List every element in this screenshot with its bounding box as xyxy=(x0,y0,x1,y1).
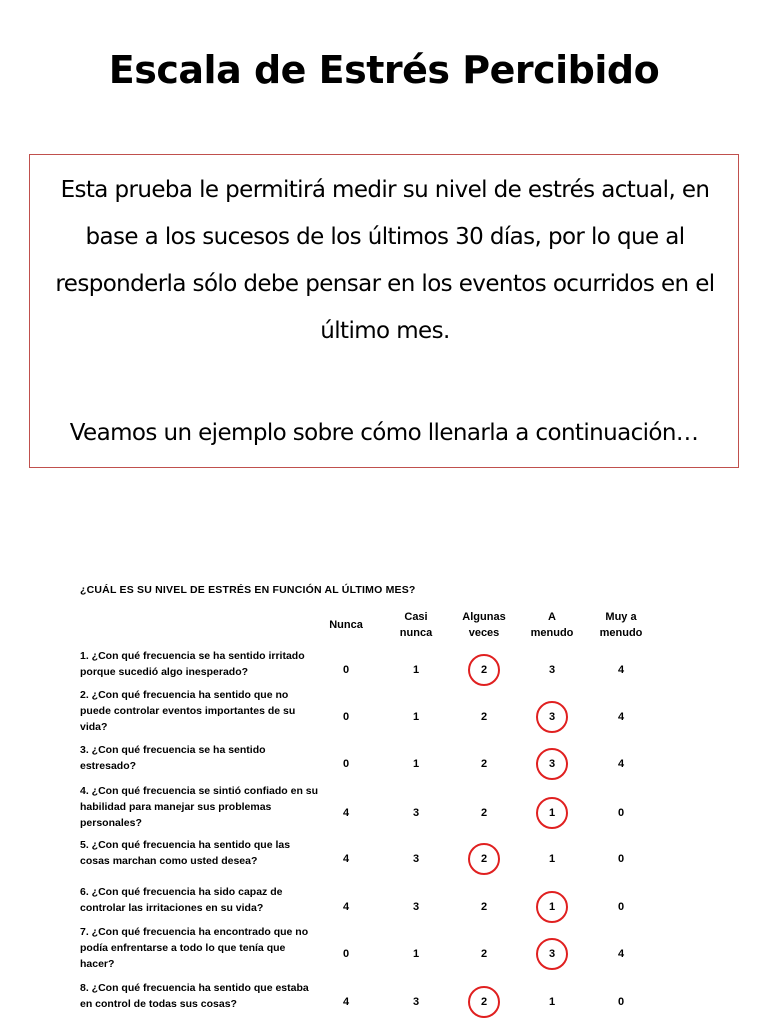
answer-option[interactable]: 4 xyxy=(342,901,350,913)
column-header-line1: Nunca xyxy=(329,619,363,631)
column-header xyxy=(517,609,587,641)
column-header-line2: nunca xyxy=(399,627,433,639)
column-header xyxy=(586,609,656,641)
answer-option[interactable]: 0 xyxy=(342,758,350,770)
answer-option[interactable]: 1 xyxy=(548,996,556,1008)
answer-option[interactable]: 1 xyxy=(548,807,556,819)
answer-option[interactable]: 1 xyxy=(548,901,556,913)
question-text: 3. ¿Con qué frecuencia se ha sentido estresado? xyxy=(80,744,266,772)
answer-option[interactable]: 2 xyxy=(480,996,488,1008)
answer-option[interactable]: 1 xyxy=(412,758,420,770)
question-text: 4. ¿Con qué frecuencia se sintió confiado en su habilidad para manejar sus problemas personales? xyxy=(80,785,319,829)
question-text: 1. ¿Con qué frecuencia se ha sentido irritado porque sucedió algo inesperado? xyxy=(80,650,305,678)
intro-example-line: Veamos un ejemplo sobre cómo llenarla a continuación… xyxy=(69,420,699,446)
question-text: 7. ¿Con qué frecuencia ha encontrado que no podía enfrentarse a todo lo que tenía que hacer? xyxy=(80,926,309,970)
answer-option[interactable]: 1 xyxy=(412,948,420,960)
answer-option[interactable]: 4 xyxy=(617,711,625,723)
intro-paragraph-text: Esta prueba le permitirá medir su nivel de estrés actual, en base a los sucesos de los últimos 30 días, por lo que al responderla sólo debe pensar en los eventos ocurridos en el último mes. xyxy=(55,177,715,344)
answer-option[interactable]: 2 xyxy=(480,758,488,770)
question-text: 2. ¿Con qué frecuencia ha sentido que no puede controlar eventos importantes de su vida? xyxy=(80,689,296,733)
column-header xyxy=(381,609,451,641)
column-header xyxy=(449,609,519,641)
answer-option[interactable]: 3 xyxy=(412,996,420,1008)
answer-option[interactable]: 4 xyxy=(617,948,625,960)
answer-option[interactable]: 3 xyxy=(548,948,556,960)
column-header-line1: Casi xyxy=(404,611,428,623)
answer-option[interactable]: 2 xyxy=(480,901,488,913)
column-header-line1: Muy a xyxy=(605,611,637,623)
column-header-line1: A xyxy=(548,611,556,623)
question-text: 5. ¿Con qué frecuencia ha sentido que las cosas marchan como usted desea? xyxy=(80,839,291,867)
answer-option[interactable]: 3 xyxy=(548,664,556,676)
answer-option[interactable]: 3 xyxy=(548,711,556,723)
answer-option[interactable]: 0 xyxy=(617,853,625,865)
column-header-line2: veces xyxy=(468,627,500,639)
answer-option[interactable]: 4 xyxy=(342,996,350,1008)
answer-option[interactable]: 1 xyxy=(548,853,556,865)
answer-option[interactable]: 1 xyxy=(412,711,420,723)
answer-option[interactable]: 4 xyxy=(617,664,625,676)
answer-option[interactable]: 0 xyxy=(342,711,350,723)
answer-option[interactable]: 4 xyxy=(342,853,350,865)
answer-option[interactable]: 0 xyxy=(342,664,350,676)
answer-option[interactable]: 0 xyxy=(342,948,350,960)
answer-option[interactable]: 3 xyxy=(412,853,420,865)
column-header-line2: menudo xyxy=(599,627,643,639)
question-text: 8. ¿Con qué frecuencia ha sentido que estaba en control de todas sus cosas? xyxy=(80,982,309,1010)
column-header-line2: menudo xyxy=(530,627,574,639)
answer-option[interactable]: 0 xyxy=(617,807,625,819)
answer-option[interactable]: 4 xyxy=(617,758,625,770)
answer-option[interactable]: 2 xyxy=(480,853,488,865)
page-title: Escala de Estrés Percibido xyxy=(108,48,660,92)
answer-option[interactable]: 3 xyxy=(412,807,420,819)
answer-option[interactable]: 2 xyxy=(480,807,488,819)
answer-option[interactable]: 3 xyxy=(548,758,556,770)
answer-option[interactable]: 4 xyxy=(342,807,350,819)
answer-option[interactable]: 2 xyxy=(480,711,488,723)
question-text: 6. ¿Con qué frecuencia ha sido capaz de controlar las irritaciones en su vida? xyxy=(80,886,283,914)
column-header xyxy=(311,617,381,633)
intro-paragraph xyxy=(40,167,730,355)
answer-option[interactable]: 1 xyxy=(412,664,420,676)
intro-box xyxy=(29,154,739,468)
answer-option[interactable]: 0 xyxy=(617,901,625,913)
answer-option[interactable]: 2 xyxy=(480,664,488,676)
answer-option[interactable]: 2 xyxy=(480,948,488,960)
questionnaire-title: ¿CUÁL ES SU NIVEL DE ESTRÉS EN FUNCIÓN AL ÚLTIMO MES? xyxy=(80,584,416,596)
answer-option[interactable]: 0 xyxy=(617,996,625,1008)
column-header-line1: Algunas xyxy=(462,611,506,623)
answer-option[interactable]: 3 xyxy=(412,901,420,913)
